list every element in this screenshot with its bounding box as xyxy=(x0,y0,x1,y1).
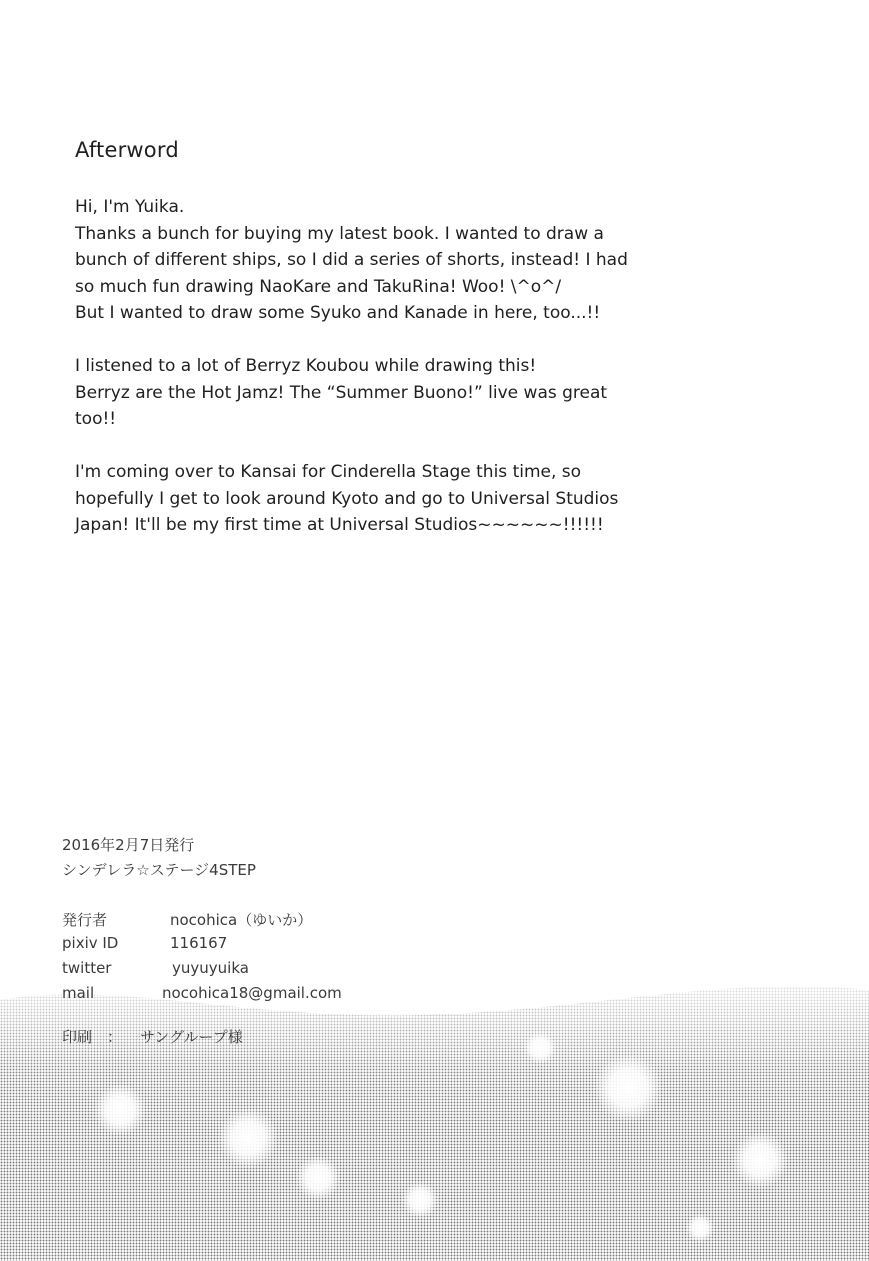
text-line: Hi, I'm Yuika. xyxy=(75,197,185,217)
printer-value: サングループ様 xyxy=(140,1028,243,1046)
pixiv-value: 116167 xyxy=(170,934,228,952)
text-line: I'm coming over to Kansai for Cinderella Stage this time, so xyxy=(75,462,582,482)
mail-label: mail xyxy=(62,984,95,1002)
text-line: Thanks a bunch for buying my latest book. I wanted to draw a xyxy=(75,223,604,244)
paragraph xyxy=(75,459,665,539)
publisher-value: nocohica（ゆいか） xyxy=(170,911,313,929)
text-line: hopefully I get to look around Kyoto and go to Universal Studios xyxy=(75,488,619,509)
text-line: I listened to a lot of Berryz Koubou while drawing this! xyxy=(75,356,537,376)
printer-label: 印刷 ： xyxy=(62,1028,123,1046)
light-bokeh xyxy=(686,1214,714,1242)
page-title: Afterword xyxy=(75,138,179,162)
text-line: bunch of different ships, so I did a series of shorts, instead! I had xyxy=(75,250,628,270)
light-bokeh xyxy=(218,1108,278,1168)
pixiv-label: pixiv ID xyxy=(62,934,119,952)
twitter-label: twitter xyxy=(62,959,112,977)
light-bokeh xyxy=(296,1156,340,1200)
publisher-label: 発行者 xyxy=(62,911,108,929)
text-line: too!! xyxy=(75,409,117,429)
book-title: シンデレラ☆ステージ4STEP xyxy=(62,861,256,879)
text-line: But I wanted to draw some Syuko and Kanade in here, too...!! xyxy=(75,303,601,323)
text-line: so much fun drawing NaoKare and TakuRina! Woo! \^o^/ xyxy=(75,276,562,297)
light-bokeh xyxy=(402,1182,438,1218)
twitter-value: yuyuyuika xyxy=(172,959,249,977)
paragraph xyxy=(75,353,665,433)
halftone-background xyxy=(0,960,869,1261)
afterword-body xyxy=(75,194,665,565)
paragraph xyxy=(75,194,665,327)
light-bokeh xyxy=(524,1032,556,1064)
text-line: Japan! It'll be my first time at Universal Studios~~~~~~!!!!!! xyxy=(75,515,604,535)
light-bokeh xyxy=(94,1084,146,1136)
text-line: Berryz are the Hot Jamz! The “Summer Buono!” live was great xyxy=(75,382,608,403)
mail-value: nocohica18@gmail.com xyxy=(162,984,342,1002)
publication-date: 2016年2月7日発行 xyxy=(62,836,195,854)
light-bokeh xyxy=(594,1054,662,1122)
light-bokeh xyxy=(732,1132,788,1188)
